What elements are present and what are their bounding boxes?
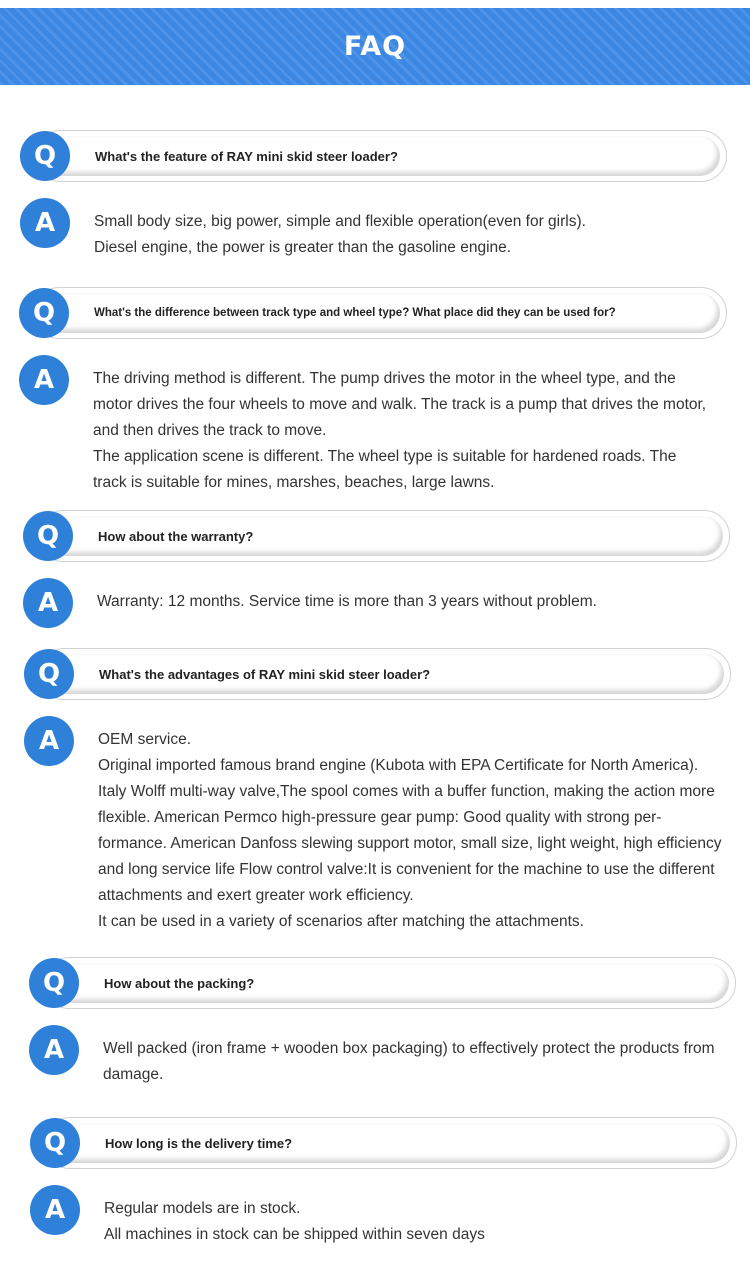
a-badge: A	[30, 1185, 80, 1235]
q-badge: Q	[23, 511, 73, 561]
answer-paragraph: Diesel engine, the power is greater than the gasoline engine.	[94, 239, 512, 256]
faq-question-6	[30, 1117, 737, 1169]
question-text: How about the warranty?	[98, 528, 254, 544]
q-badge: Q	[24, 649, 74, 699]
page-title: FAQ	[343, 31, 407, 62]
question-text: What's the difference between track type and wheel type? What place did they can be used for?	[94, 307, 616, 319]
answer-paragraph: All machines in stock can be shipped within seven days	[104, 1226, 485, 1243]
answer-paragraph: Warranty: 12 months. Service time is more than 3 years without problem.	[97, 593, 597, 610]
answer-paragraph: Small body size, big power, simple and flexible operation(even for girls).	[94, 213, 586, 230]
question-text: How long is the delivery time?	[105, 1135, 293, 1151]
a-badge: A	[23, 578, 73, 628]
answer-text	[97, 589, 713, 615]
answer-text	[103, 1036, 719, 1088]
answer-paragraph: Regular models are in stock.	[104, 1200, 301, 1217]
a-badge: A	[29, 1025, 79, 1075]
question-text: What's the feature of RAY mini skid steer loader?	[95, 148, 398, 164]
faq-question-5	[29, 957, 736, 1009]
answer-paragraph: The application scene is different. The wheel type is suitable for hardened roads. The track is suitable for mines, marshes, beaches, large lawns.	[93, 448, 677, 491]
q-badge: Q	[19, 288, 69, 338]
faq-header-banner	[0, 8, 750, 85]
a-badge: A	[20, 198, 70, 248]
a-badge: A	[24, 716, 74, 766]
faq-question-3	[23, 510, 730, 562]
faq-question-4	[24, 648, 731, 700]
q-badge: Q	[20, 131, 70, 181]
answer-text	[98, 727, 724, 935]
answer-paragraph: OEM service.	[98, 731, 192, 748]
question-text: How about the packing?	[104, 975, 255, 991]
a-badge: A	[19, 355, 69, 405]
answer-text	[104, 1196, 720, 1248]
answer-paragraph: It can be used in a variety of scenarios after matching the attachments.	[98, 913, 584, 930]
q-badge: Q	[30, 1118, 80, 1168]
answer-paragraph: Well packed (iron frame + wooden box packaging) to effectively protect the products from damage.	[103, 1040, 715, 1083]
q-badge: Q	[29, 958, 79, 1008]
answer-paragraph: Original imported famous brand engine (Kubota with EPA Certificate for North America). Italy Wolff multi-way valve,The spool comes with a buffer function, making the action more flexible. American Permco high-pressure gear pump: Good quality with strong performance. American Danfoss slewing support motor, small size, light weight, high efficiency and long service life Flow control valve:It is convenient for the machine to use the different attachments and exert greater work efficiency.	[98, 757, 722, 904]
question-text: What's the advantages of RAY mini skid steer loader?	[99, 666, 431, 682]
faq-question-2	[19, 287, 727, 339]
answer-text	[93, 366, 709, 496]
answer-text	[94, 209, 710, 261]
answer-paragraph: The driving method is different. The pump drives the motor in the wheel type, and the motor drives the four wheels to move and walk. The track is a pump that drives the motor, and then drives the track to move.	[93, 370, 707, 439]
faq-question-1	[20, 130, 727, 182]
